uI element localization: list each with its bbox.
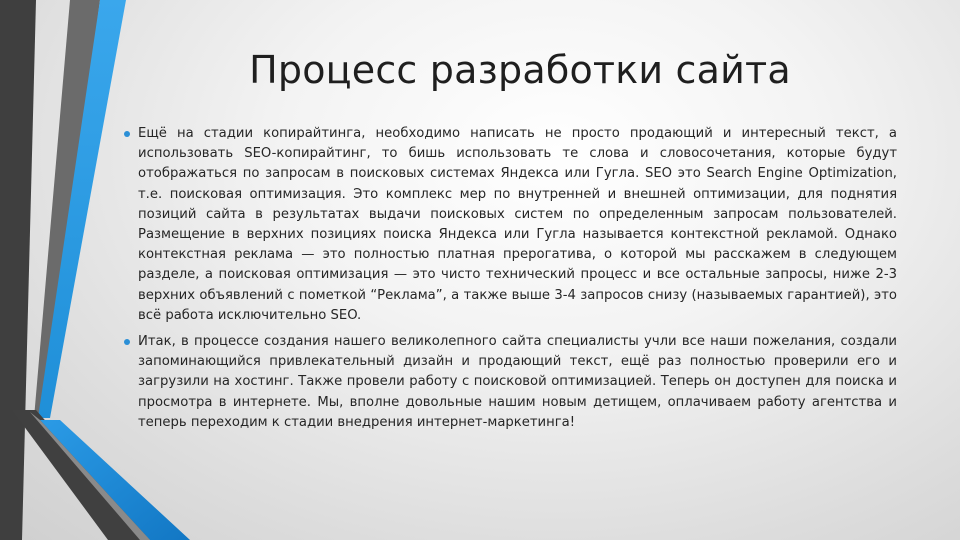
bullet-dot-icon [124, 339, 130, 345]
bullet-text-1: Ещё на стадии копирайтинга, необходимо написать не просто продающий и интересный текст, а использовать SEO-копирайтинг, то бишь использовать те слова и словосочетания, которые будут отображаться по запросам в поисковых системах Яндекса или Гугла. SEO это Search Engine Optimization, т.е. поисковая оптимизация. Это комплекс мер по внутренней и внешней оптимизации, для поднятия позиций сайта в результатах выдачи поисковых систем по определенным запросам пользователей. Размещение в верхних позициях поиска Яндекса или Гугла называется контекстной рекламой. Однако контекстная реклама — это полностью платная прерогатива, о которой мы расскажем в следующем разделе, а поисковая оптимизация — это чисто технический процесс и все остальные запросы, ниже 2-3 верхних объявлений с пометкой “Реклама”, а также выше 3-4 запросов снизу (называемых гарантией), это всё работа исключительно SEO. [138, 126, 897, 323]
slide-title: Процесс разработки сайта [249, 48, 791, 92]
left-dark-edge [0, 0, 36, 540]
bullet-text-2: Итак, в процессе создания нашего великолепного сайта специалисты учли все наши пожелания, создали запоминающийся привлекательный дизайн и продающий текст, ещё раз полностью проверили его и загрузили на хостинг. Также провели работу с поисковой оптимизацией. Теперь он доступен для поиска и просмотра в интернете. Мы, вполне довольные нашим новым детищем, оплачиваем работу агентства и теперь переходим к стадии внедрения интернет-маркетинга! [138, 334, 897, 430]
bullet-list [122, 124, 897, 439]
bullet-item-1 [122, 124, 897, 326]
gray-vertical-stripe [34, 0, 100, 418]
bullet-dot-icon [124, 131, 130, 137]
bullet-item-2 [122, 332, 897, 433]
